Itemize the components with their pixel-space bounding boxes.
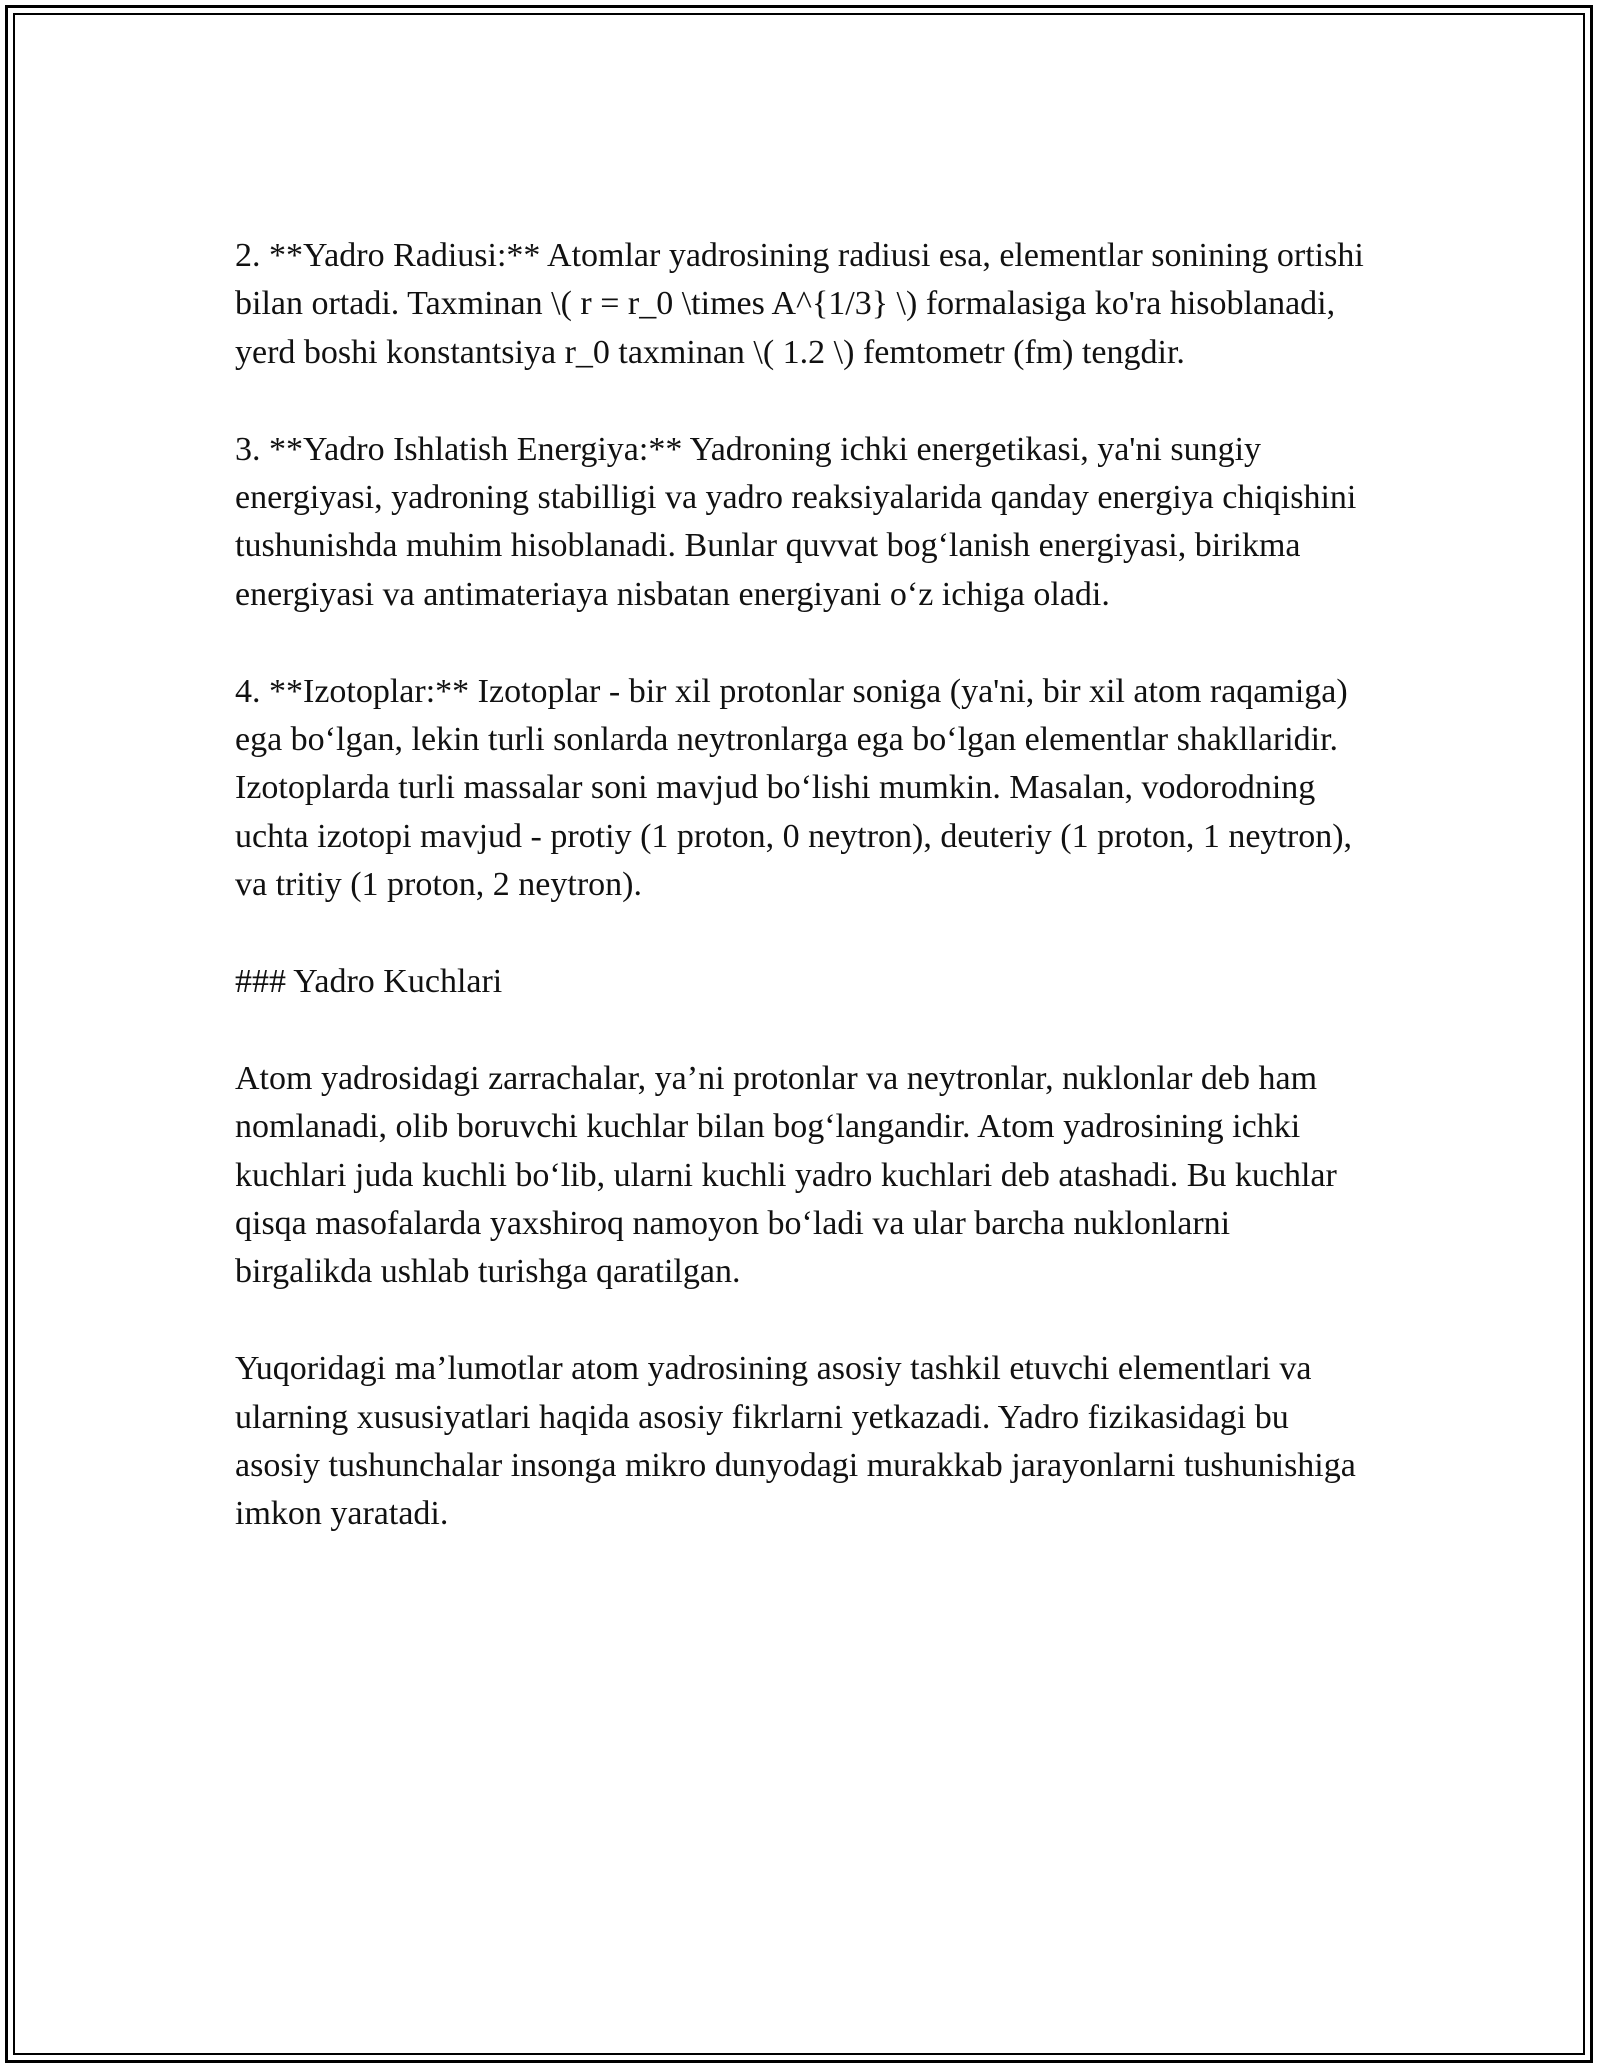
section-heading-yadro-kuchlari: ### Yadro Kuchlari bbox=[235, 963, 503, 1001]
paragraph-yadro-energiya: 3. **Yadro Ishlatish Energiya:** Yadroning ichki energetikasi, ya'ni sungiy energiyasi, yadroning stabilligi va yadro reaksiyalarida qanday energiya chiqishini tushunishda muhim hisoblanadi. Bunlar quvvat bog‘lanish energiyasi, birikma energiyasi va antimateriaya nisbatan energiyani o‘z ichiga oladi. bbox=[235, 430, 1357, 613]
paragraph-izotoplar: 4. **Izotoplar:** Izotoplar - bir xil protonlar soniga (ya'ni, bir xil atom raqamiga) ega bo‘lgan, lekin turli sonlarda neytronlarga ega bo‘lgan elementlar shakllaridir. Izotoplarda turli massalar soni mavjud bo‘lishi mumkin. Masalan, vodorodning uchta izotopi mavjud - protiy (1 proton, 0 neytron), deuteriy (1 proton, 1 neytron), va tritiy (1 proton, 2 neytron). bbox=[235, 672, 1353, 904]
paragraph-yadro-radiusi: 2. **Yadro Radiusi:** Atomlar yadrosining radiusi esa, elementlar sonining ortishi bilan ortadi. Taxminan \( r = r_0 \times A^{1/3} \) formalasiga ko'ra hisoblanadi, yerd boshi konstantsiya r_0 taxminan \( 1.2 \) femtometr (fm) tengdir. bbox=[235, 237, 1364, 371]
document-body bbox=[235, 232, 1365, 1587]
paragraph-conclusion: Yuqoridagi ma’lumotlar atom yadrosining asosiy tashkil etuvchi elementlari va ularning xususiyatlari haqida asosiy fikrlarni yetkazadi. Yadro fizikasidagi bu asosiy tushunchalar insonga mikro dunyodagi murakkab jarayonlarni tushunishiga imkon yaratadi. bbox=[235, 1350, 1356, 1533]
paragraph-yadro-kuchlari: Atom yadrosidagi zarrachalar, ya’ni protonlar va neytronlar, nuklonlar deb ham nomlanadi, olib boruvchi kuchlar bilan bog‘langandir. Atom yadrosining ichki kuchlari juda kuchli bo‘lib, ularni kuchli yadro kuchlari deb atashadi. Bu kuchlar qisqa masofalarda yaxshiroq namoyon bo‘ladi va ular barcha nuklonlarni birgalikda ushlab turishga qaratilgan. bbox=[235, 1059, 1337, 1291]
